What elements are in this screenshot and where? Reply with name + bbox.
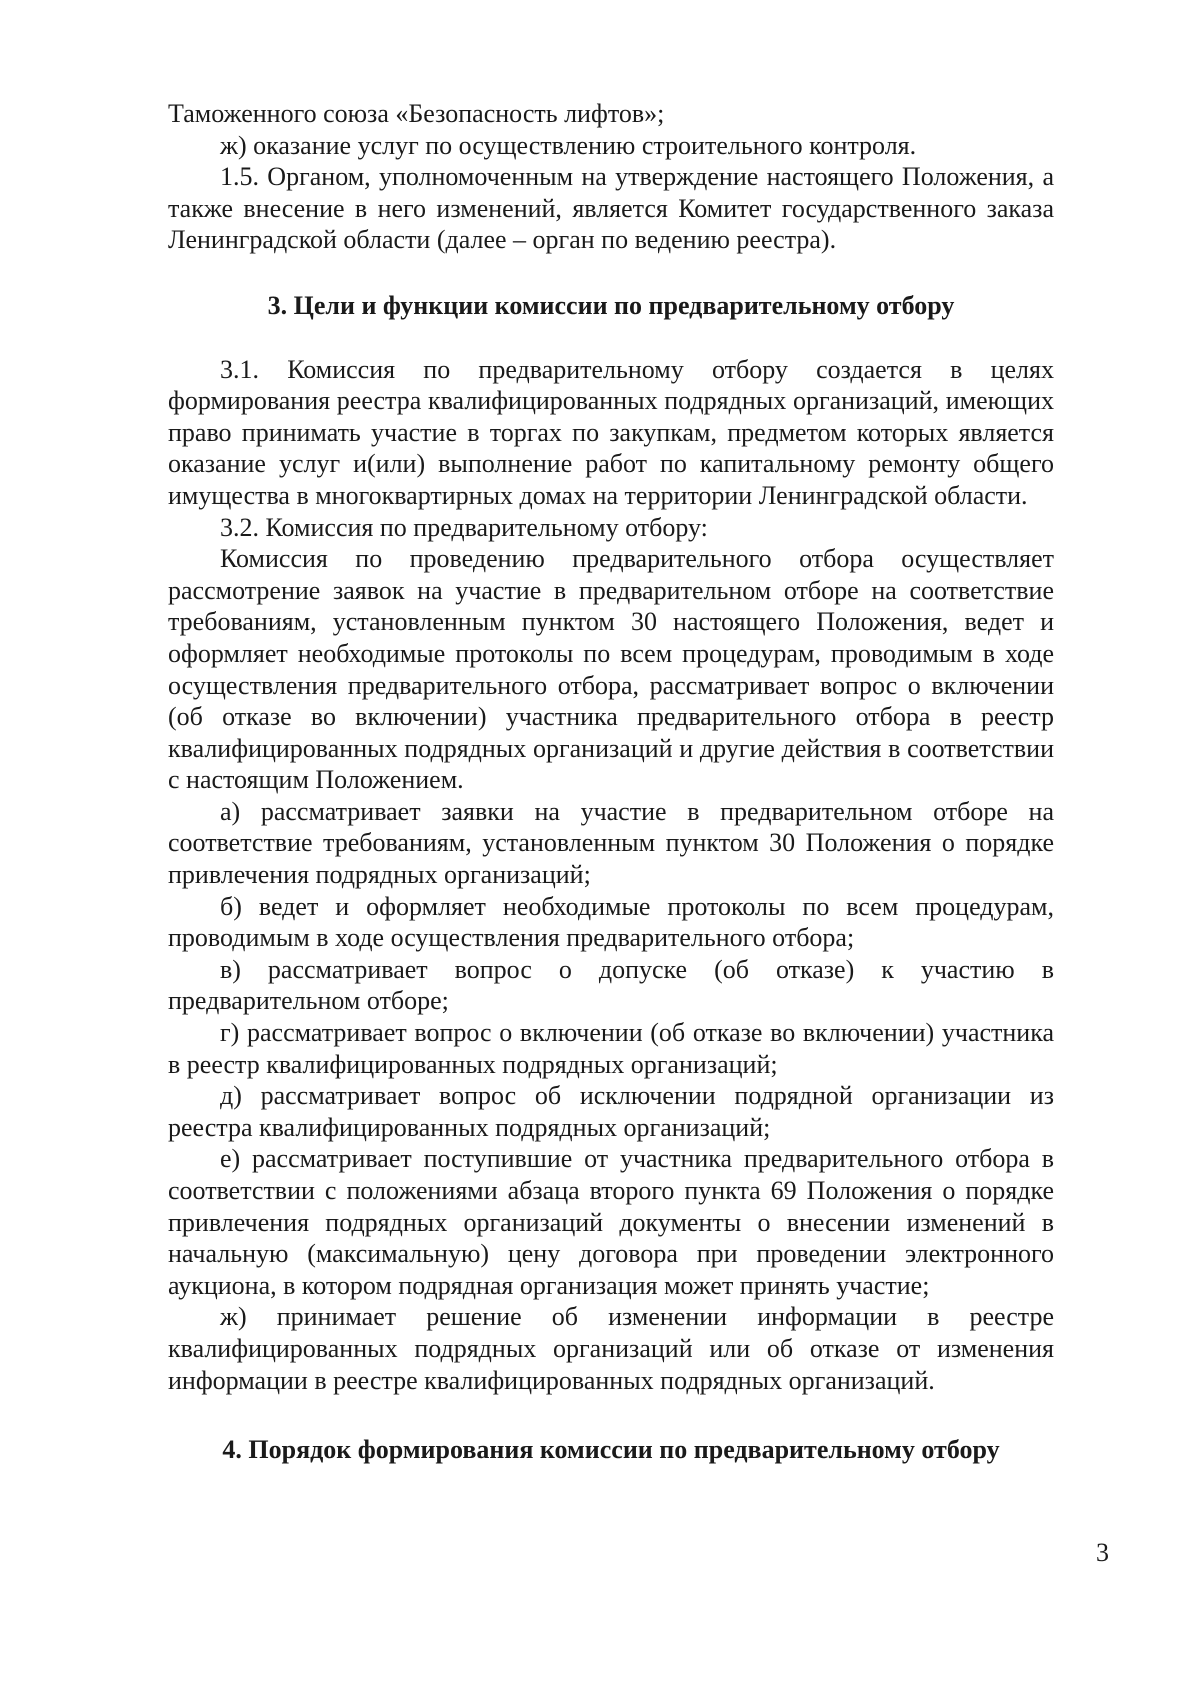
- list-item-g: г) рассматривает вопрос о включении (об отказе во включении) участника в реестр квалифицированных подрядных организаций;: [168, 1018, 1054, 1079]
- page-number: 3: [1096, 1538, 1109, 1567]
- list-item-v: в) рассматривает вопрос о допуске (об отказе) к участию в предварительном отборе;: [168, 954, 1054, 1016]
- section-4-heading: 4. Порядок формирования комиссии по предварительному отбору: [222, 1435, 1000, 1465]
- list-item-zh: ж) принимает решение об изменении информации в реестре квалифицированных подрядных организаций или об отказе от изменения информации в реестре квалифицированных подрядных организаций.: [168, 1302, 1054, 1395]
- paragraph-continuation: Таможенного союза «Безопасность лифтов»;: [168, 99, 665, 128]
- list-item-a: а) рассматривает заявки на участие в предварительном отборе на соответствие требованиям, установленным пунктом 30 Положения о порядке привлечения подрядных организаций;: [168, 796, 1054, 890]
- list-item-d: д) рассматривает вопрос об исключении подрядной организации из реестра квалифицированных подрядных организаций;: [168, 1081, 1054, 1142]
- paragraph-item-zh-construction-control: ж) оказание услуг по осуществлению строительного контроля.: [220, 130, 917, 160]
- document-page: [168, 98, 1054, 1466]
- section-3-heading: 3. Цели и функции комиссии по предварительному отбору: [267, 290, 955, 320]
- paragraph-commission-description: Комиссия по проведению предварительного отбора осуществляет рассмотрение заявок на участие в предварительном отборе на соответствие требованиям, установленным пунктом 30 настоящего Положения, ведет и оформляет необходимые протоколы по всем процедурам, проводимым в ходе осуществления предварительного отбора, рассматривает вопрос о включении (об отказе во включении) участника предварительного отбора в реестр квалифицированных подрядных организаций и другие действия в соответствии с настоящим Положением.: [168, 544, 1054, 795]
- list-item-e: е) рассматривает поступившие от участника предварительного отбора в соответствии с положениями абзаца второго пункта 69 Положения о порядке привлечения подрядных организаций документы о внесении изменений в начальную (максимальную) цену договора при проведении электронного аукциона, в котором подрядная организация может принять участие;: [168, 1144, 1054, 1300]
- paragraph-3-1: 3.1. Комиссия по предварительному отбору создается в целях формирования реестра квалифицированных подрядных организаций, имеющих право принимать участие в торгах по закупкам, предметом которых является оказание услуг и(или) выполнение работ по капитальному ремонту общего имущества в многоквартирных домах на территории Ленинградской области.: [168, 354, 1054, 510]
- paragraph-1-5: 1.5. Органом, уполномоченным на утверждение настоящего Положения, а также внесение в него изменений, является Комитет государственного заказа Ленинградской области (далее – орган по ведению реестра).: [168, 162, 1054, 255]
- list-item-b: б) ведет и оформляет необходимые протоколы по всем процедурам, проводимым в ходе осуществления предварительного отбора;: [168, 891, 1054, 953]
- paragraph-3-2: 3.2. Комиссия по предварительному отбору:: [220, 512, 708, 542]
